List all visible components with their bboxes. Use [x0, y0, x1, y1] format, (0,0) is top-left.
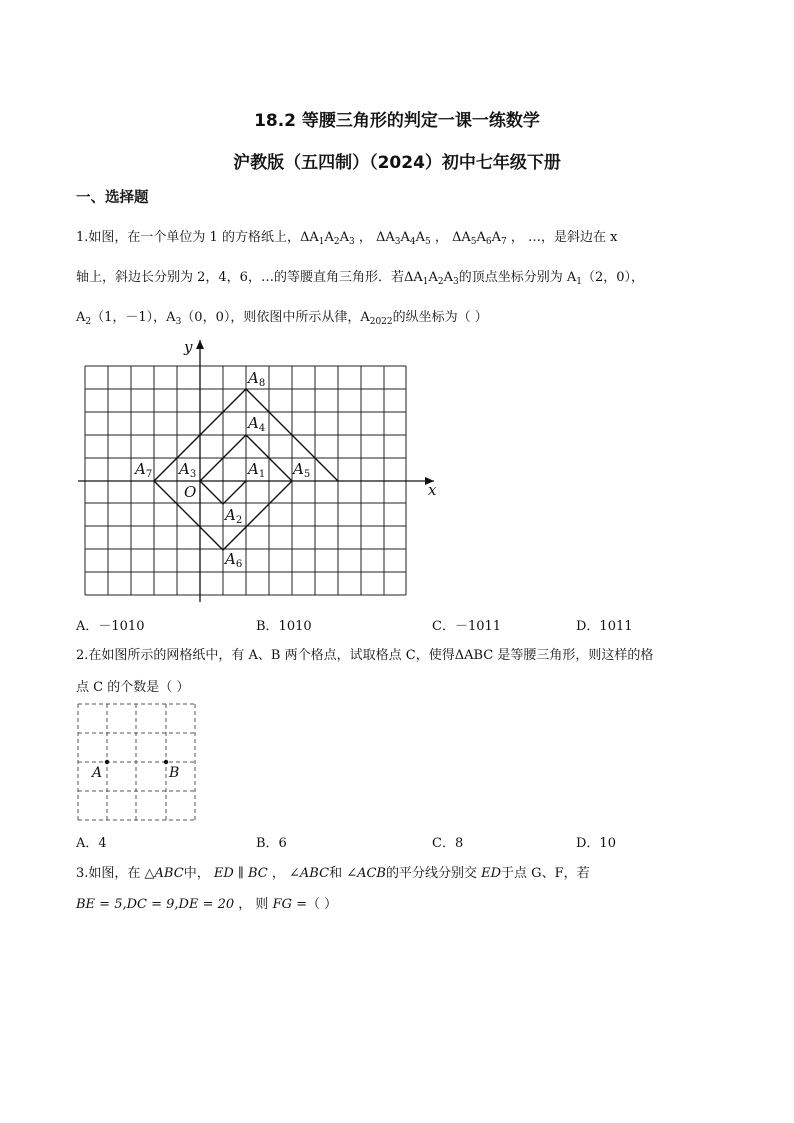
- label-a5: $A_5$: [293, 460, 311, 480]
- q2-option-d[interactable]: D．10: [576, 836, 616, 851]
- q2-line-1: 2.在如图所示的网格纸中，有 A、B 两个格点，试取格点 C，使得ΔABC 是等腰三角形，则这样的格: [76, 648, 654, 663]
- q1-line-3: $A_2(1$，－1），$A_3(0$，0），则依图中所示从律，$A_{2022}$的纵坐标为（ ）: [76, 310, 488, 327]
- document-subtitle: 沪教版（五四制）（2024）初中七年级下册: [233, 153, 561, 173]
- x-axis-label: x: [428, 481, 437, 499]
- q3-line-1: 3.如图，在 △ABC中， ED ∥ BC ， ∠ABC和 ∠ACB的平分线分别交 ED于点 G、F，若: [76, 866, 590, 881]
- label-a1: $A_1$: [248, 460, 266, 480]
- point-a-label: A: [92, 765, 103, 781]
- label-a3: $A_3$: [179, 460, 197, 480]
- label-a4: $A_4$: [248, 414, 266, 434]
- y-axis-label: y: [184, 338, 193, 356]
- q1-figure: [70, 332, 450, 607]
- point-b: [164, 760, 168, 764]
- q2-dashed-grid: [78, 704, 195, 820]
- section-heading: 一、选择题: [76, 190, 149, 206]
- q2-option-b[interactable]: B．6: [256, 836, 287, 851]
- q1-line-2: 轴上，斜边长分别为 2，4，6，…的等腰直角三角形．若$\Delta A_1A_2A_3$的顶点坐标分别为 $A_1(2$，0），: [76, 270, 645, 287]
- y-axis-arrow: [196, 340, 204, 349]
- point-b-label: B: [169, 765, 180, 781]
- q2-option-a[interactable]: A．4: [76, 836, 107, 851]
- q1-option-d[interactable]: D．1011: [576, 619, 633, 634]
- q1-option-b[interactable]: B．1010: [256, 619, 312, 634]
- document-title: 18.2 等腰三角形的判定一课一练数学: [254, 111, 540, 131]
- label-a7: $A_7$: [135, 460, 153, 480]
- origin-label: O: [184, 483, 197, 501]
- label-a6: $A_6$: [225, 550, 243, 570]
- label-a8: $A_8$: [248, 369, 266, 389]
- q2-option-c[interactable]: C．8: [432, 836, 464, 851]
- q1-line-1: 1.如图，在一个单位为 1 的方格纸上，$\Delta A_1A_2A_3$ ， $\Delta A_3A_4A_5$ ， $\Delta A_5A_6A_7$ ， …，是斜边在 x: [76, 230, 618, 247]
- q1-option-a[interactable]: A．－1010: [76, 619, 145, 634]
- q2-figure: [72, 700, 202, 824]
- q2-line-2: 点 C 的个数是（ ）: [76, 680, 190, 695]
- q1-option-c[interactable]: C．－1011: [432, 619, 502, 634]
- q3-line-2: BE = 5,DC = 9,DE = 20 ， 则 FG =（ ）: [76, 897, 338, 912]
- label-a2: $A_2$: [225, 506, 243, 526]
- point-a: [105, 760, 109, 764]
